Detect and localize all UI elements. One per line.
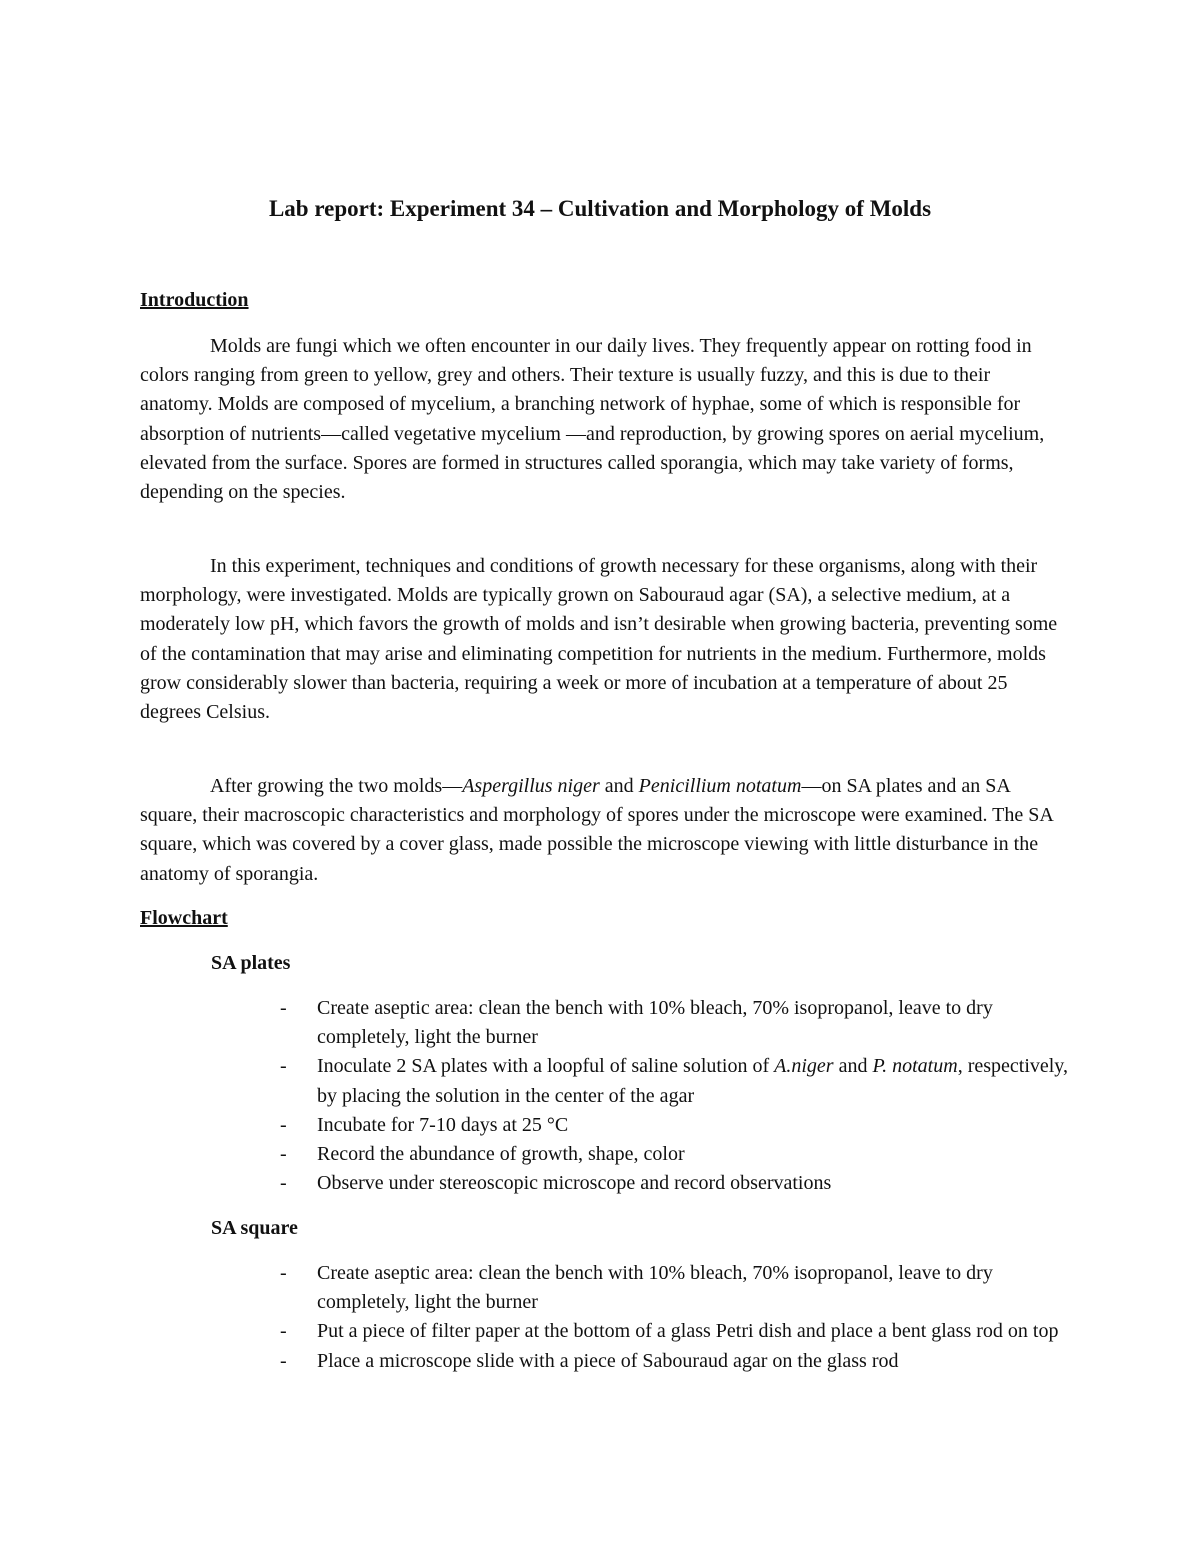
paragraph-3-text-a: After growing the two molds— [210, 775, 463, 797]
sa-plates-steps [280, 994, 1070, 1198]
step-text: and [833, 1055, 873, 1078]
bullet-dash: - [280, 1113, 287, 1136]
bullet-dash: - [280, 1262, 287, 1284]
step-text: Create aseptic area: clean the bench with 10% bleach, 70% isopropanol, leave to dry completely, light the burner [317, 997, 993, 1049]
report-title: Lab report: Experiment 34 – Cultivation and Morphology of Molds [268, 196, 932, 221]
bullet-dash: - [280, 1143, 287, 1166]
bullet-dash: - [280, 1172, 287, 1195]
species-p-notatum: P. notatum [872, 1055, 958, 1078]
list-item [280, 1052, 1070, 1110]
list-item [280, 1111, 1070, 1140]
step-text: Record the abundance of growth, shape, color [317, 1143, 685, 1166]
list-item [280, 1169, 1070, 1198]
step-text: Observe under stereoscopic microscope and record observations [317, 1172, 832, 1195]
species-penicillium-notatum: Penicillium notatum [638, 775, 802, 797]
species-aspergillus-niger: Aspergillus niger [462, 775, 600, 797]
sa-square-heading: SA square [211, 1217, 298, 1239]
introduction-paragraph-2-text: In this experiment, techniques and conditions of growth necessary for these organisms, along with their morphology, were investigated. Molds are typically grown on Sabouraud agar (SA), a selective medium, at a moderately low pH, which favors the growth of molds and isn’t desirable when growing bacteria, preventing some of the contamination that may arise and eliminating competition for nutrients in the medium. Furthermore, molds grow considerably slower than bacteria, requiring a week or more of incubation at a temperature of about 25 degrees Celsius. [140, 555, 1058, 724]
step-text: Inoculate 2 SA plates with a loopful of saline solution of [317, 1055, 775, 1078]
list-item [280, 1347, 1070, 1376]
step-text: , respectively, by placing the solution in the center of the agar [317, 1055, 1069, 1107]
sa-square-steps [280, 1259, 1070, 1376]
step-text: Create aseptic area: clean the bench with 10% bleach, 70% isopropanol, leave to dry completely, light the burner [317, 1262, 993, 1314]
list-item [280, 1317, 1070, 1346]
introduction-paragraph-3 [140, 772, 1065, 889]
list-item [280, 1140, 1070, 1169]
introduction-paragraph-1 [140, 332, 1065, 507]
list-item [280, 994, 1070, 1052]
introduction-heading: Introduction [140, 289, 249, 311]
step-text: Incubate for 7-10 days at 25 °C [317, 1113, 569, 1136]
bullet-dash: - [280, 1349, 287, 1372]
paragraph-3-text-c: —on SA plates and an SA square, their macroscopic characteristics and morphology of spores under the microscope were examined. The SA square, which was covered by a cover glass, made possible the microscope viewing with little disturbance in the anatomy of sporangia. [140, 775, 1053, 885]
species-a-niger: A.niger [774, 1055, 834, 1078]
list-item [280, 1259, 1070, 1317]
step-text: Put a piece of filter paper at the bottom of a glass Petri dish and place a bent glass rod on top [317, 1320, 1059, 1343]
introduction-paragraph-2 [140, 552, 1065, 727]
paragraph-3-text-b: and [599, 775, 639, 797]
introduction-paragraph-1-text: Molds are fungi which we often encounter in our daily lives. They frequently appear on rotting food in colors ranging from green to yellow, grey and others. Their texture is usually fuzzy, and this is due to their anatomy. Molds are composed of mycelium, a branching network of hyphae, some of which is responsible for absorption of nutrients—called vegetative mycelium —and reproduction, by growing spores on aerial mycelium, elevated from the surface. Spores are formed in structures called sporangia, which may take variety of forms, depending on the species. [140, 335, 1045, 504]
sa-plates-heading: SA plates [211, 952, 291, 974]
bullet-dash: - [280, 1055, 287, 1078]
step-text: Place a microscope slide with a piece of Sabouraud agar on the glass rod [317, 1349, 899, 1372]
bullet-dash: - [280, 1320, 287, 1343]
bullet-dash: - [280, 997, 287, 1019]
flowchart-heading: Flowchart [140, 907, 228, 929]
